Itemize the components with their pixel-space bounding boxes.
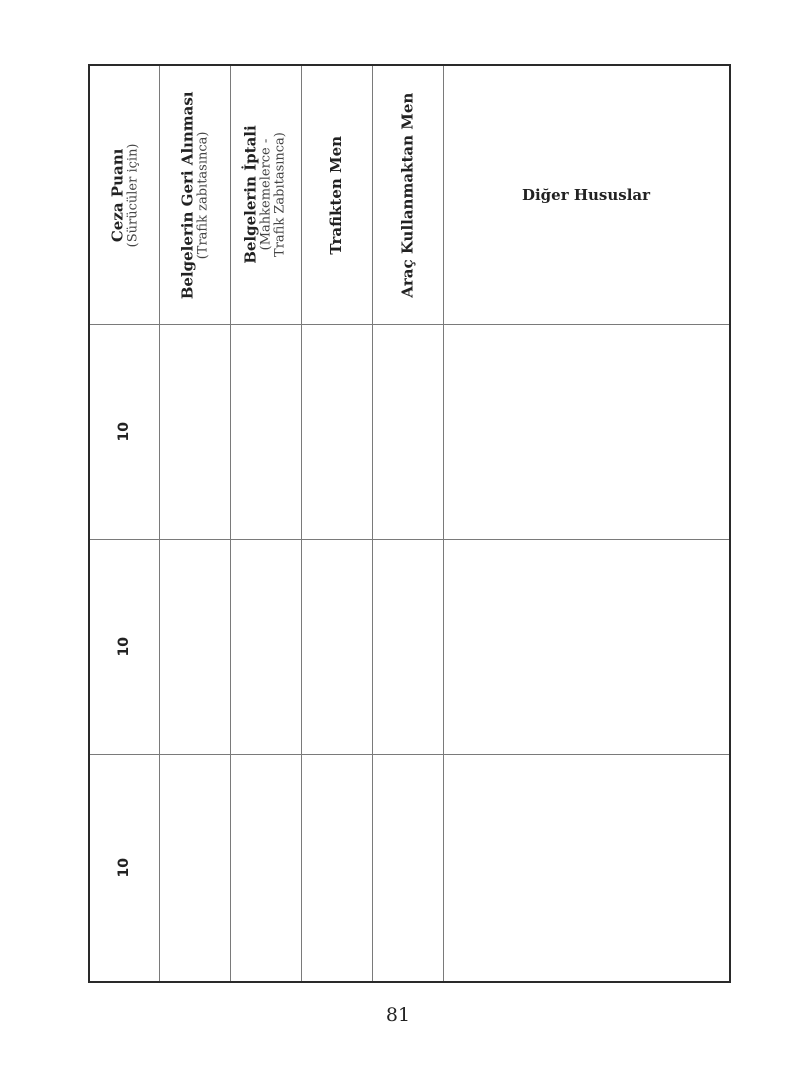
table-row-points-cell [90, 539, 159, 754]
header-title: Trafikten Men [327, 135, 346, 255]
header-title: Diğer Hususlar [521, 186, 651, 204]
header-title: Ceza Puanı [108, 148, 127, 242]
header-ceza-puani [90, 66, 159, 324]
header-subtitle: (Sürücüler için) [124, 143, 140, 247]
penalty-points: 10 [115, 636, 132, 657]
page-number: 81 [385, 1004, 411, 1026]
penalty-points: 10 [115, 421, 132, 442]
row-divider [90, 754, 729, 755]
header-title: Araç Kullanmaktan Men [398, 92, 417, 298]
row-divider [90, 324, 729, 325]
header-subtitle-line2: Trafik Zabıtasınca) [272, 132, 288, 258]
header-diger-hususlar [443, 66, 729, 324]
header-belgelerin-geri-alinmasi [159, 66, 230, 324]
header-arac-kullanmaktan-men [372, 66, 443, 324]
header-title: Belgelerin İptali [241, 125, 260, 265]
header-belgelerin-iptali [230, 66, 301, 324]
header-subtitle-line1: (Mahkemelerce - [258, 139, 274, 251]
header-subtitle: (Trafik zabıtasınca) [194, 131, 210, 259]
header-title: Belgelerin Geri Alınması [178, 91, 197, 299]
table-row-points-cell [90, 324, 159, 539]
row-divider [90, 539, 729, 540]
penalty-table [88, 64, 731, 983]
header-trafikten-men [301, 66, 372, 324]
table-row-points-cell [90, 754, 159, 981]
penalty-points: 10 [115, 857, 132, 878]
